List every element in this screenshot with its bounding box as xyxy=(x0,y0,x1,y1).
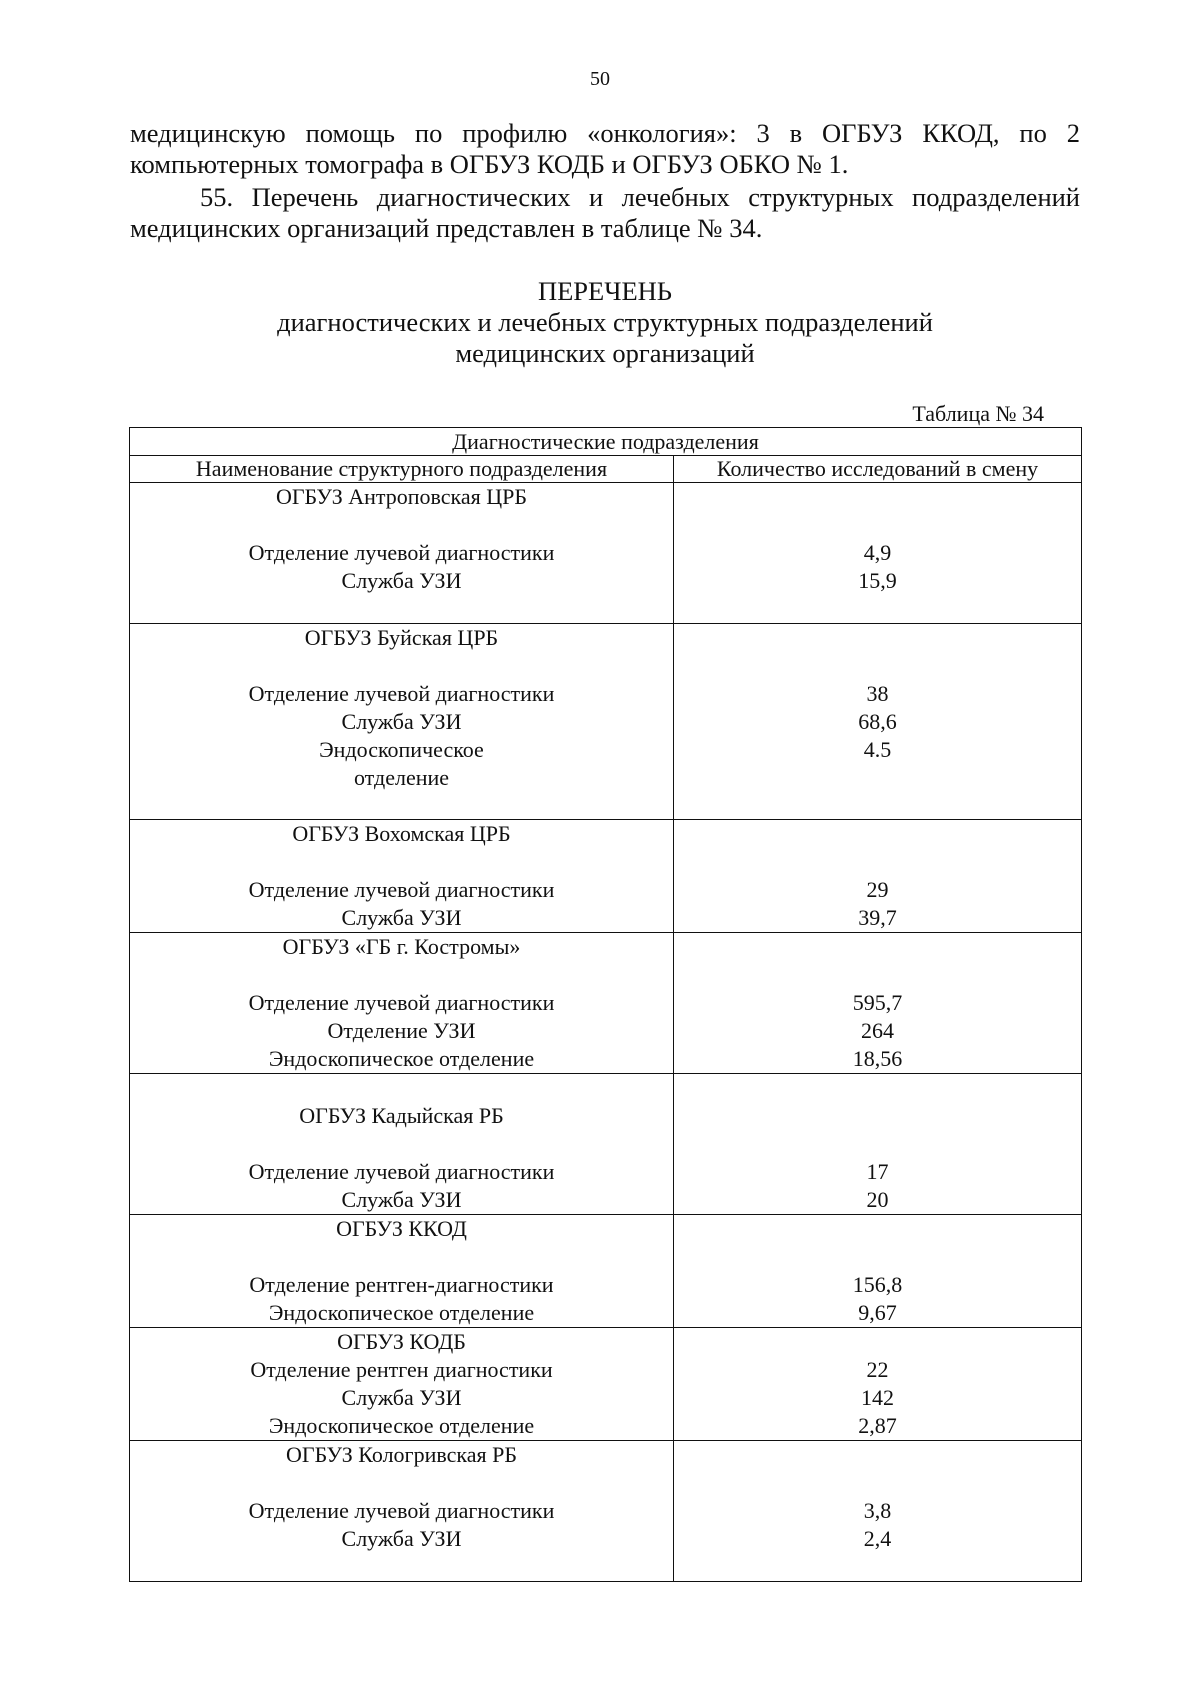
table-row xyxy=(130,933,1082,1074)
unit-name: Отделение лучевой диагностики xyxy=(248,1159,555,1184)
org-name: ОГБУЗ КОДБ xyxy=(337,1329,466,1354)
name-cell xyxy=(130,1328,674,1441)
unit-name: Отделение лучевой диагностики xyxy=(248,877,555,902)
unit-value: 38 xyxy=(866,681,889,706)
unit-value: 68,6 xyxy=(858,709,897,734)
unit-value: 17 xyxy=(866,1159,889,1184)
name-cell xyxy=(130,1074,674,1215)
paragraph-intro: медицинскую помощь по профилю «онкология»: 3 в ОГБУЗ ККОД, по 2 компьютерных томографа в ОГБУЗ КОДБ и ОГБУЗ ОБКО № 1. xyxy=(130,118,1080,179)
value-cell xyxy=(674,1441,1082,1582)
page-number: 50 xyxy=(590,68,610,90)
table-section-row xyxy=(130,428,1082,456)
unit-name: Отделение лучевой диагностики xyxy=(248,1498,555,1523)
unit-name: Эндоскопическое отделение xyxy=(268,1413,535,1438)
table-row xyxy=(130,1074,1082,1215)
org-name: ОГБУЗ ККОД xyxy=(336,1216,467,1241)
unit-value: 264 xyxy=(861,1018,894,1043)
unit-value: 2,87 xyxy=(858,1413,897,1438)
name-cell xyxy=(130,820,674,933)
value-cell xyxy=(674,1074,1082,1215)
value-cell xyxy=(674,1215,1082,1328)
heading-title: ПЕРЕЧЕНЬ xyxy=(537,276,672,306)
departments-table xyxy=(129,427,1082,1582)
value-cell xyxy=(674,1328,1082,1441)
org-name: ОГБУЗ Антроповская ЦРБ xyxy=(275,484,528,509)
value-cell xyxy=(674,483,1082,624)
unit-value: 595,7 xyxy=(852,990,903,1015)
unit-value: 39,7 xyxy=(858,905,897,930)
unit-name: Отделение лучевой диагностики xyxy=(248,540,555,565)
table-row xyxy=(130,483,1082,624)
unit-name: Эндоскопическое отделение xyxy=(268,1046,535,1071)
name-cell xyxy=(130,1441,674,1582)
unit-name: Отделение лучевой диагностики xyxy=(248,681,555,706)
name-cell xyxy=(130,933,674,1074)
unit-value: 4.5 xyxy=(863,737,892,762)
list-heading xyxy=(130,276,1080,369)
unit-name: Служба УЗИ xyxy=(341,905,462,930)
unit-name: Служба УЗИ xyxy=(341,709,462,734)
heading-line-3: медицинских организаций xyxy=(455,338,755,368)
section-title: Диагностические подразделения xyxy=(130,428,1082,456)
unit-name: отделение xyxy=(353,765,450,790)
table-header-row xyxy=(130,456,1082,483)
org-name: ОГБУЗ Буйская ЦРБ xyxy=(304,625,499,650)
table-row xyxy=(130,1215,1082,1328)
unit-name: Отделение рентген диагностики xyxy=(250,1357,553,1382)
org-name: ОГБУЗ Кадыйская РБ xyxy=(299,1103,504,1128)
unit-value: 2,4 xyxy=(863,1526,892,1551)
unit-value: 142 xyxy=(861,1385,894,1410)
table-row xyxy=(130,624,1082,820)
org-name: ОГБУЗ «ГБ г. Костромы» xyxy=(282,934,521,959)
unit-name: Служба УЗИ xyxy=(341,568,462,593)
unit-name: Эндоскопическое xyxy=(319,737,484,762)
name-cell xyxy=(130,1215,674,1328)
unit-name: Служба УЗИ xyxy=(341,1526,462,1551)
table-row xyxy=(130,1328,1082,1441)
table-row xyxy=(130,820,1082,933)
unit-value: 4,9 xyxy=(863,540,892,565)
name-cell xyxy=(130,624,674,820)
unit-name: Служба УЗИ xyxy=(341,1187,462,1212)
org-name: ОГБУЗ Кологривская РБ xyxy=(286,1442,517,1467)
unit-value: 29 xyxy=(866,877,889,902)
org-name: ОГБУЗ Вохомская ЦРБ xyxy=(292,821,511,846)
unit-value: 156,8 xyxy=(852,1272,903,1297)
unit-value: 20 xyxy=(866,1187,889,1212)
unit-value: 9,67 xyxy=(858,1300,897,1325)
unit-value: 3,8 xyxy=(863,1498,892,1523)
value-cell xyxy=(674,820,1082,933)
name-cell xyxy=(130,483,674,624)
value-cell xyxy=(674,624,1082,820)
heading-line-2: диагностических и лечебных структурных подразделений xyxy=(277,307,933,337)
unit-name: Эндоскопическое отделение xyxy=(268,1300,535,1325)
column-header-name: Наименование структурного подразделения xyxy=(130,456,674,483)
unit-name: Служба УЗИ xyxy=(341,1385,462,1410)
unit-name: Отделение УЗИ xyxy=(327,1018,476,1043)
table-row xyxy=(130,1441,1082,1582)
unit-name: Отделение лучевой диагностики xyxy=(248,990,555,1015)
paragraph-55: 55. Перечень диагностических и лечебных структурных подразделений медицинских организаций представлен в таблице № 34. xyxy=(130,182,1080,243)
unit-name: Отделение рентген-диагностики xyxy=(249,1272,554,1297)
column-header-count: Количество исследований в смену xyxy=(674,456,1082,483)
unit-value: 18,56 xyxy=(852,1046,903,1071)
value-cell xyxy=(674,933,1082,1074)
unit-value: 15,9 xyxy=(858,568,897,593)
table-caption: Таблица № 34 xyxy=(912,401,1044,426)
unit-value: 22 xyxy=(866,1357,889,1382)
